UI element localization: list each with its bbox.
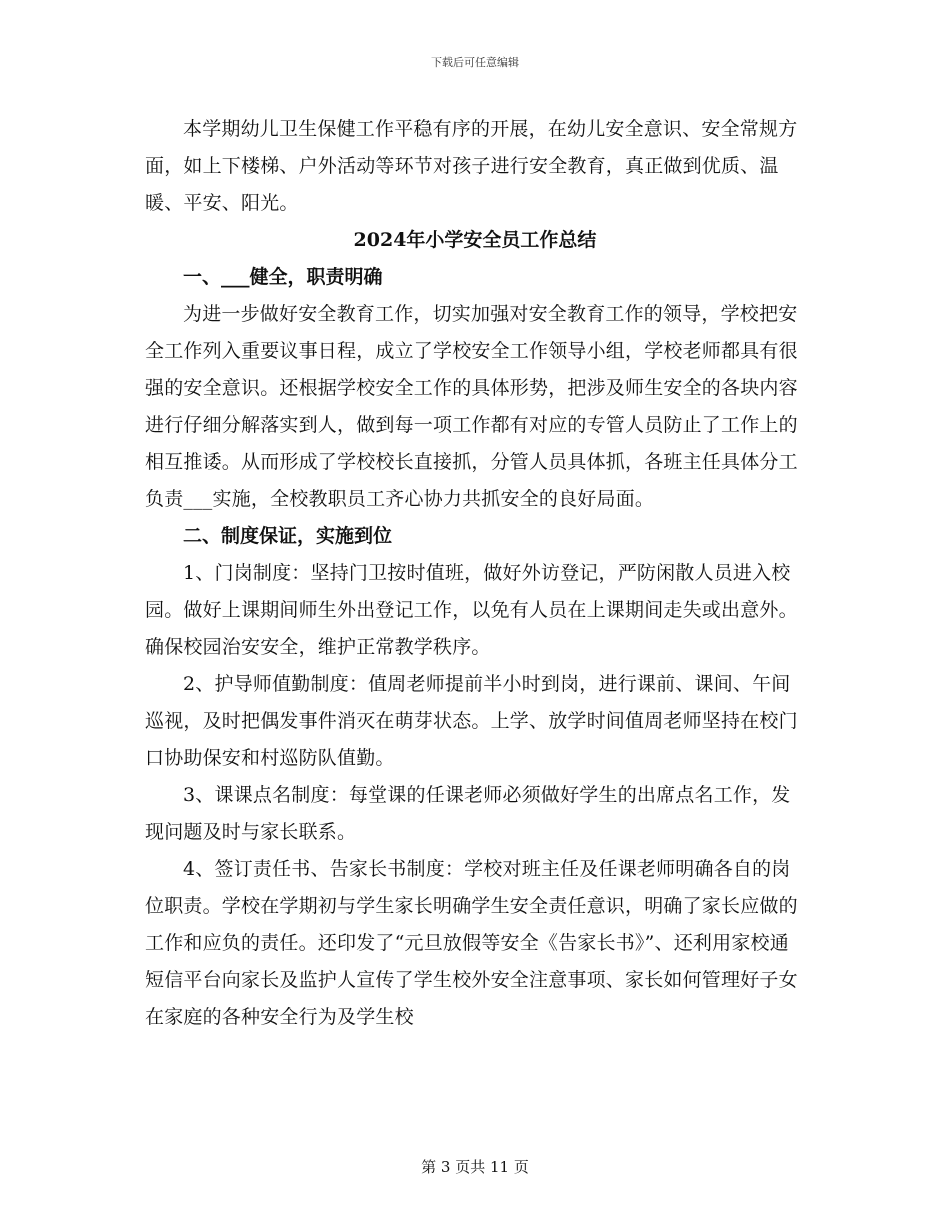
section-2-item-1: 1、门岗制度：坚持门卫按时值班，做好外访登记，严防闲散人员进入校园。做好上课期间师生外出登记工作，以免有人员在上课期间走失或出意外。确保校园治安安全，维护正常教学秩序。 bbox=[145, 562, 798, 658]
section-1-heading: 一、___健全，职责明确 bbox=[183, 266, 383, 288]
page-number: 第 3 页共 11 页 bbox=[421, 1158, 529, 1176]
document-title: 2024年小学安全员工作总结 bbox=[353, 229, 597, 251]
document-body bbox=[145, 111, 805, 1036]
section-2-item-3: 3、课课点名制度：每堂课的任课老师必须做好学生的出席点名工作，发现问题及时与家长联系。 bbox=[145, 784, 791, 843]
section-1-paragraph: 为进一步做好安全教育工作，切实加强对安全教育工作的领导，学校把安全工作列入重要议事日程，成立了学校安全工作领导小组，学校老师都具有很强的安全意识。还根据学校安全工作的具体形势，把涉及师生安全的各块内容进行仔细分解落实到人，做到每一项工作都有对应的专管人员防止了工作上的相互推诿。从而形成了学校校长直接抓，分管人员具体抓，各班主任具体分工负责___实施，全校教职员工齐心协力共抓安全的良好局面。 bbox=[145, 303, 798, 510]
section-2-item-4: 4、签订责任书、告家长书制度：学校对班主任及任课老师明确各自的岗位职责。学校在学期初与学生家长明确学生安全责任意识，明确了家长应做的工作和应负的责任。还印发了“元旦放假等安全《告家长书》”、还利用家校通短信平台向家长及监护人宣传了学生校外安全注意事项、家长如何管理好子女在家庭的各种安全行为及学生校 bbox=[145, 858, 798, 1028]
intro-paragraph: 本学期幼儿卫生保健工作平稳有序的开展，在幼儿安全意识、安全常规方面，如上下楼梯、户外活动等环节对孩子进行安全教育，真正做到优质、温暖、平安、阳光。 bbox=[145, 118, 798, 214]
page-header-note: 下载后可任意编辑 bbox=[431, 56, 519, 69]
section-2-heading: 二、制度保证，实施到位 bbox=[183, 525, 393, 547]
section-2-item-2: 2、护导师值勤制度：值周老师提前半小时到岗，进行课前、课间、午间巡视，及时把偶发事件消灭在萌芽状态。上学、放学时间值周老师坚持在校门口协助保安和村巡防队值勤。 bbox=[145, 673, 798, 769]
